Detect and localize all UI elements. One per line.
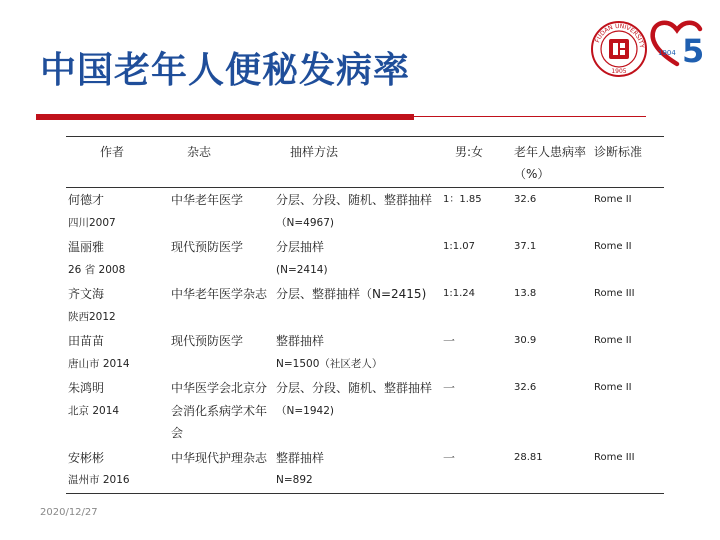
author-name: 何德才	[68, 193, 105, 207]
journal-cell: 中华医学会北京分会消化系病学术年会	[171, 381, 268, 440]
method-text: 分层、分段、随机、整群抽样	[276, 193, 433, 207]
prevalence-cell: 37.1	[514, 241, 537, 252]
sample-size: N=1500（社区老人）	[276, 357, 383, 370]
header-author: 作者	[100, 145, 125, 159]
criteria-cell: Rome II	[594, 382, 632, 393]
header-criteria: 诊断标准	[594, 145, 643, 159]
table-row	[66, 282, 664, 329]
header-sex-ratio: 男:女	[455, 145, 484, 159]
journal-cell: 中华现代护理杂志	[171, 450, 268, 465]
journal-cell: 中华老年医学杂志	[171, 287, 268, 301]
author-place-year: 陕西2012	[68, 310, 116, 323]
sample-size: （N=1942)	[276, 404, 334, 417]
table-row	[66, 446, 664, 494]
method-text: 分层抽样	[276, 240, 325, 254]
sample-size: （N=4967)	[276, 216, 334, 229]
journal-cell: 中华老年医学	[171, 193, 244, 207]
method-text: 整群抽样	[276, 334, 325, 348]
header-journal: 杂志	[187, 145, 212, 159]
criteria-cell: Rome II	[594, 241, 632, 252]
footer-date: 2020/12/27	[40, 507, 98, 518]
criteria-cell: Rome II	[594, 194, 632, 205]
header-prevalence: 老年人患病率（%）	[514, 145, 587, 181]
author-name: 朱鸿明	[68, 381, 105, 395]
sample-size: N=892	[276, 474, 313, 486]
author-place-year: 四川2007	[68, 216, 116, 229]
method-text: 分层、分段、随机、整群抽样	[276, 381, 433, 395]
criteria-cell: Rome II	[594, 335, 632, 346]
prevalence-cell: 32.6	[514, 194, 537, 205]
fudan-university-logo	[590, 20, 648, 78]
table-row	[66, 188, 664, 236]
anniversary-digit: 5	[682, 32, 705, 68]
author-place-year: 唐山市 2014	[68, 357, 130, 370]
author-name: 温丽雅	[68, 240, 105, 254]
criteria-cell: Rome III	[594, 451, 635, 463]
table-row	[66, 235, 664, 282]
sex-ratio-cell: 1:1.07	[443, 241, 475, 252]
prevalence-cell: 30.9	[514, 335, 537, 346]
sample-size: (N=2414)	[276, 263, 328, 276]
anniversary-year: 1904	[658, 49, 676, 57]
fudan-logo-text: FUDAN UNIVERSITY	[594, 22, 646, 49]
author-name: 田苗苗	[68, 334, 105, 348]
prevalence-cell: 13.8	[514, 288, 537, 299]
header-method: 抽样方法	[290, 145, 339, 159]
sex-ratio-cell: 1：1.85	[443, 194, 482, 205]
sex-ratio-cell: 一	[443, 334, 456, 348]
sex-ratio-cell: 1:1.24	[443, 288, 475, 299]
sex-ratio-cell: 一	[443, 381, 456, 395]
title-underline-thin	[414, 116, 646, 117]
table-row	[66, 376, 664, 446]
fudan-logo-year: 1905	[611, 68, 627, 75]
anniversary-heart-logo	[648, 18, 706, 68]
method-text: 整群抽样	[276, 450, 325, 465]
criteria-cell: Rome III	[594, 288, 635, 299]
prevalence-cell: 32.6	[514, 382, 537, 393]
journal-cell: 现代预防医学	[171, 334, 244, 348]
title-underline-thick	[36, 114, 414, 120]
prevalence-table	[66, 136, 664, 494]
author-place-year: 温州市 2016	[68, 474, 130, 486]
method-text: 分层、整群抽样（N=2415)	[276, 287, 427, 301]
author-place-year: 北京 2014	[68, 404, 120, 417]
prevalence-cell: 28.81	[514, 451, 543, 463]
author-name: 齐文海	[68, 287, 105, 301]
journal-cell: 现代预防医学	[171, 240, 244, 254]
table-row	[66, 329, 664, 376]
author-place-year: 26 省 2008	[68, 263, 126, 276]
table-header-row	[66, 137, 664, 188]
sex-ratio-cell: 一	[443, 450, 456, 465]
author-name: 安彬彬	[68, 450, 105, 465]
slide-title: 中国老年人便秘发病率	[40, 50, 411, 91]
